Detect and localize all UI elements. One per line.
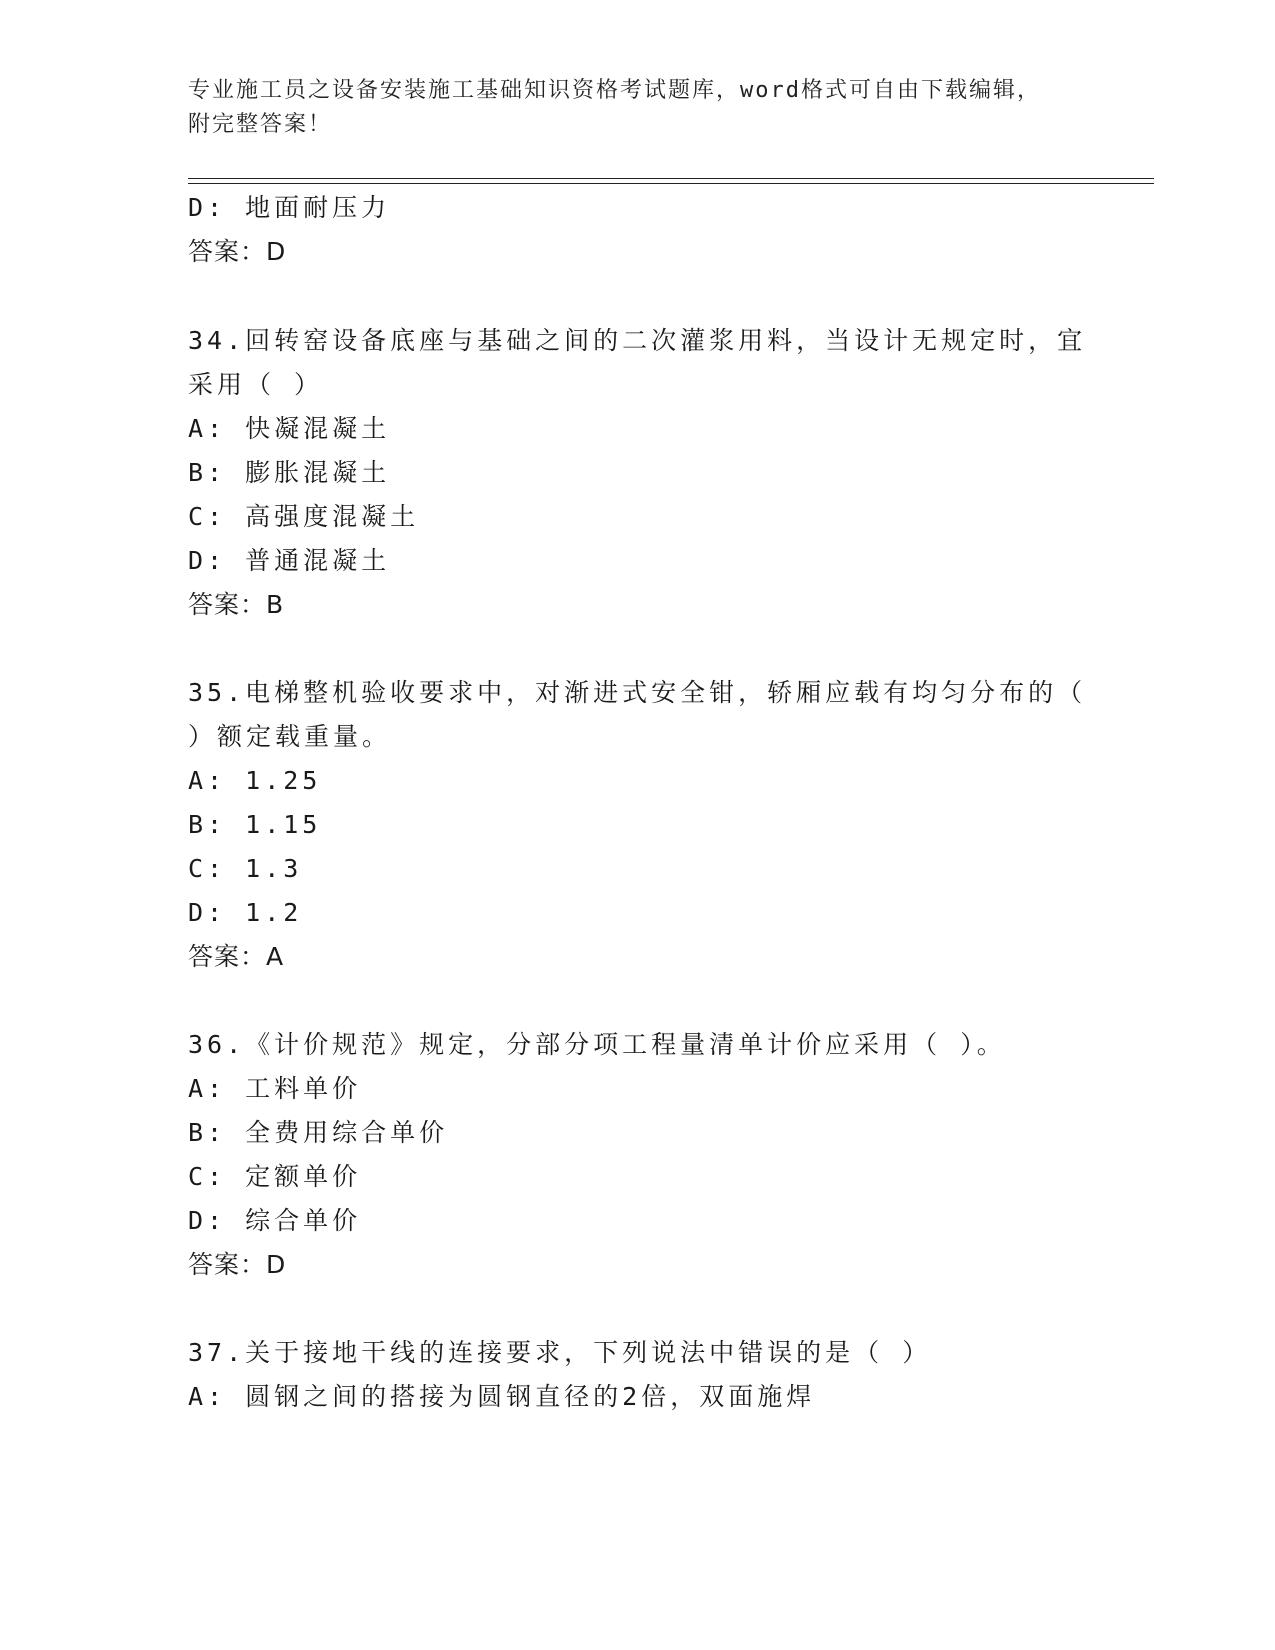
q34-option-d: D: 普通混凝土 [188,546,391,575]
q34-option-a: A: 快凝混凝土 [188,414,391,443]
q35-stem-line-1: 35.电梯整机验收要求中，对渐进式安全钳，轿厢应载有均匀分布的（ [188,678,1087,707]
q36-option-d: D: 综合单价 [188,1206,362,1235]
q35-option-b: B: 1.15 [188,810,322,839]
q34-stem-line-2: 采用（ ） [188,370,324,399]
page-header [188,74,1088,142]
q33-answer: 答案：D [188,237,287,266]
q36-option-b: B: 全费用综合单价 [188,1118,449,1147]
q35-option-a: A: 1.25 [188,766,322,795]
header-line-1: 专业施工员之设备安装施工基础知识资格考试题库，word格式可自由下载编辑， [188,78,1041,103]
q37-stem-line-1: 37.关于接地干线的连接要求，下列说法中错误的是（ ） [188,1338,932,1367]
header-line-2: 附完整答案！ [188,112,333,137]
q34-stem-line-1: 34.回转窑设备底座与基础之间的二次灌浆用料，当设计无规定时，宜 [188,326,1087,355]
q36-option-a: A: 工料单价 [188,1074,362,1103]
q36-answer: 答案：D [188,1250,287,1279]
q33-option-d: D: 地面耐压力 [188,193,391,222]
q34-option-c: C: 高强度混凝土 [188,502,420,531]
q36-stem-line-1: 36.《计价规范》规定，分部分项工程量清单计价应采用（ ）。 [188,1030,1006,1059]
q34-option-b: B: 膨胀混凝土 [188,458,391,487]
q35-answer: 答案：A [188,942,285,971]
q35-stem-line-2: ）额定载重量。 [188,722,392,751]
q34-answer: 答案：B [188,590,285,619]
q37-option-a: A: 圆钢之间的搭接为圆钢直径的2倍，双面施焊 [188,1382,816,1411]
q35-option-c: C: 1.3 [188,854,303,883]
q36-option-c: C: 定额单价 [188,1162,362,1191]
q35-option-d: D: 1.2 [188,898,303,927]
header-divider-bottom [188,183,1154,184]
header-divider-top [188,178,1154,179]
